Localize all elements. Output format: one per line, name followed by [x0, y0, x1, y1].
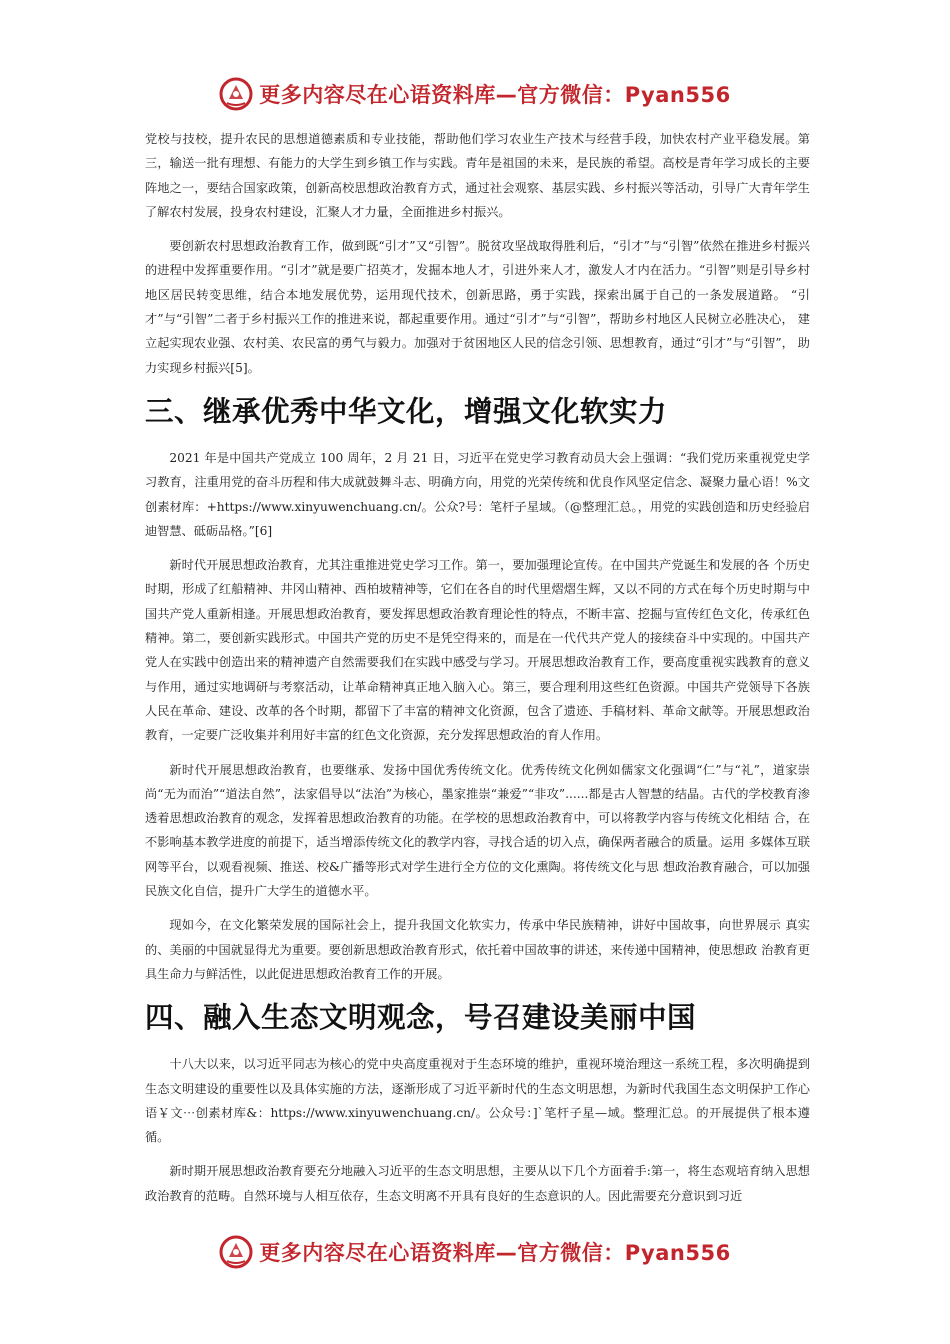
- header-watermark-text: 更多内容尽在心语资料库—官方微信：Pyan556: [259, 83, 731, 107]
- section-heading-3: 三、继承优秀中华文化，增强文化软实力: [145, 394, 668, 428]
- footer-watermark: [0, 1232, 950, 1272]
- document-body: [145, 127, 810, 1218]
- paragraph: 新时代开展思想政治教育，也要继承、发扬中国优秀传统文化。优秀传统文化例如儒家文化强调“仁”与“礼”，道家崇尚“无为而治”“道法自然”，法家倡导以“法治”为核心，墨家推崇“兼爱”“非攻”......都是古人智慧的结晶。古代的学校教育渗透着思想政治教育的观念，发挥着思想政治教育的功能。在学校的思想政治教育中，可以将教学内容与传统文化相结 合，在不影响基本教学进度的前提下，适当增添传统文化的教学内容，寻找合适的切入点，确保两者融合的质量。运用 多媒体互联网等平台，以观看视频、推送、校&广播等形式对学生进行全方位的文化熏陶。将传统文化与思 想政治教育融合，可以加强民族文化自信，提升广大学生的道德水平。: [145, 762, 810, 899]
- paragraph: 十八大以来，以习近平同志为核心的党中央高度重视对于生态环境的维护，重视环境治理这一系统工程，多次明确提到生态文明建设的重要性以及具体实施的方法，逐渐形成了习近平新时代的生态文明思想，为新时代我国生态文明保护工作心语￥文⋯创素材库&：https://www.xinyuwenchuang.cn/。公众号：]`笔杆子星—域。整理汇总。的开展提供了根本遵循。: [145, 1057, 810, 1145]
- logo-icon: [219, 1235, 253, 1269]
- header-watermark: [0, 74, 950, 114]
- paragraph: 现如今，在文化繁荣发展的国际社会上，提升我国文化软实力，传承中华民族精神，讲好中国故事，向世界展示 真实的、美丽的中国就显得尤为重要。要创新思想政治教育形式，依托着中国故事的讲述，来传递中国精神，使思想政 治教育更具生命力与鲜活性，以此促进思想政治教育工作的开展。: [145, 918, 810, 981]
- paragraph: 党校与技校，提升农民的思想道德素质和专业技能，帮助他们学习农业生产技术与经营手段，加快农村产业平稳发展。第三，输送一批有理想、有能力的大学生到乡镇工作与实践。青年是祖国的未来，是民族的希望。高校是青年学习成长的主要阵地之一，要结合国家政策，创新高校思想政治教育方式，通过社会观察、基层实践、乡村振兴等活动，引导广大青年学生了解农村发展，投身农村建设，汇聚人才力量，全面推进乡村振兴。: [145, 132, 810, 219]
- paragraph: 新时代开展思想政治教育，尤其注重推进党史学习工作。第一，要加强理论宣传。在中国共产党诞生和发展的各 个历史时期，形成了红船精神、井冈山精神、西柏坡精神等，它们在各自的时代里熠熠生辉，又以不同的方式在每个历史时期与中国共产党人重新相逢。开展思想政治教育，要发挥思想政治教育理论性的特点，不断丰富、挖掘与宣传红色文化，传承红色精神。第二，要创新实践形式。中国共产党的历史不是凭空得来的，而是在一代代共产党人的接续奋斗中实现的。中国共产党人在实践中创造出来的精神遗产自然需要我们在实践中感受与学习。开展思想政治教育工作，要高度重视实践教育的意义与作用，通过实地调研与考察活动，让革命精神真正地入脑入心。第三，要合理利用这些红色资源。中国共产党领导下各族人民在革命、建设、改革的各个时期，都留下了丰富的精神文化资源，包含了遗迹、手稿材料、革命文献等。开展思想政治教育，一定要广泛收集并利用好丰富的红色文化资源，充分发挥思想政治的育人作用。: [145, 558, 810, 743]
- logo-icon: [219, 77, 253, 111]
- section-heading-4: 四、融入生态文明观念，号召建设美丽中国: [145, 1001, 697, 1035]
- paragraph: 要创新农村思想政治教育工作，做到既“引才”又“引智”。脱贫攻坚战取得胜利后，“引才”与“引智”依然在推进乡村振兴的进程中发挥重要作用。“引才”就是要广招英才，发掘本地人才，引进外来人才，激发人才内在活力。“引智”则是引导乡村地区居民转变思维，结合本地发展优势，运用现代技术，创新思路，勇于实践，探索出属于自己的一条发展道路。 “引才”与“引智”二者于乡村振兴工作的推进来说，都起重要作用。通过“引才”与“引智”，帮助乡村地区人民树立必胜决心， 建立起实现农业强、农村美、农民富的勇气与毅力。加强对于贫困地区人民的信念引领、思想教育，通过“引才”与“引智”， 助力实现乡村振兴[5]。: [145, 239, 810, 375]
- footer-watermark-text: 更多内容尽在心语资料库—官方微信：Pyan556: [259, 1241, 731, 1265]
- paragraph: 2021 年是中国共产党成立 100 周年，2 月 21 日，习近平在党史学习教育动员大会上强调：“我们党历来重视党史学习教育，注重用党的奋斗历程和伟大成就鼓舞斗志、明确方向，用党的光荣传统和优良作风坚定信念、凝聚力量心语！%文创素材库：+https://www.xinyuwenchuang.cn/。公众?号：笔杆子星域。（@整理汇总。，用党的实践创造和历史经验启迪智慧、砥砺品格。”[6]: [145, 450, 810, 538]
- paragraph: 新时期开展思想政治教育要充分地融入习近平的生态文明思想，主要从以下几个方面着手:第一，将生态观培育纳入思想政治教育的范畴。自然环境与人相互依存，生态文明离不开具有良好的生态意识的人。因此需要充分意识到习近: [145, 1164, 810, 1203]
